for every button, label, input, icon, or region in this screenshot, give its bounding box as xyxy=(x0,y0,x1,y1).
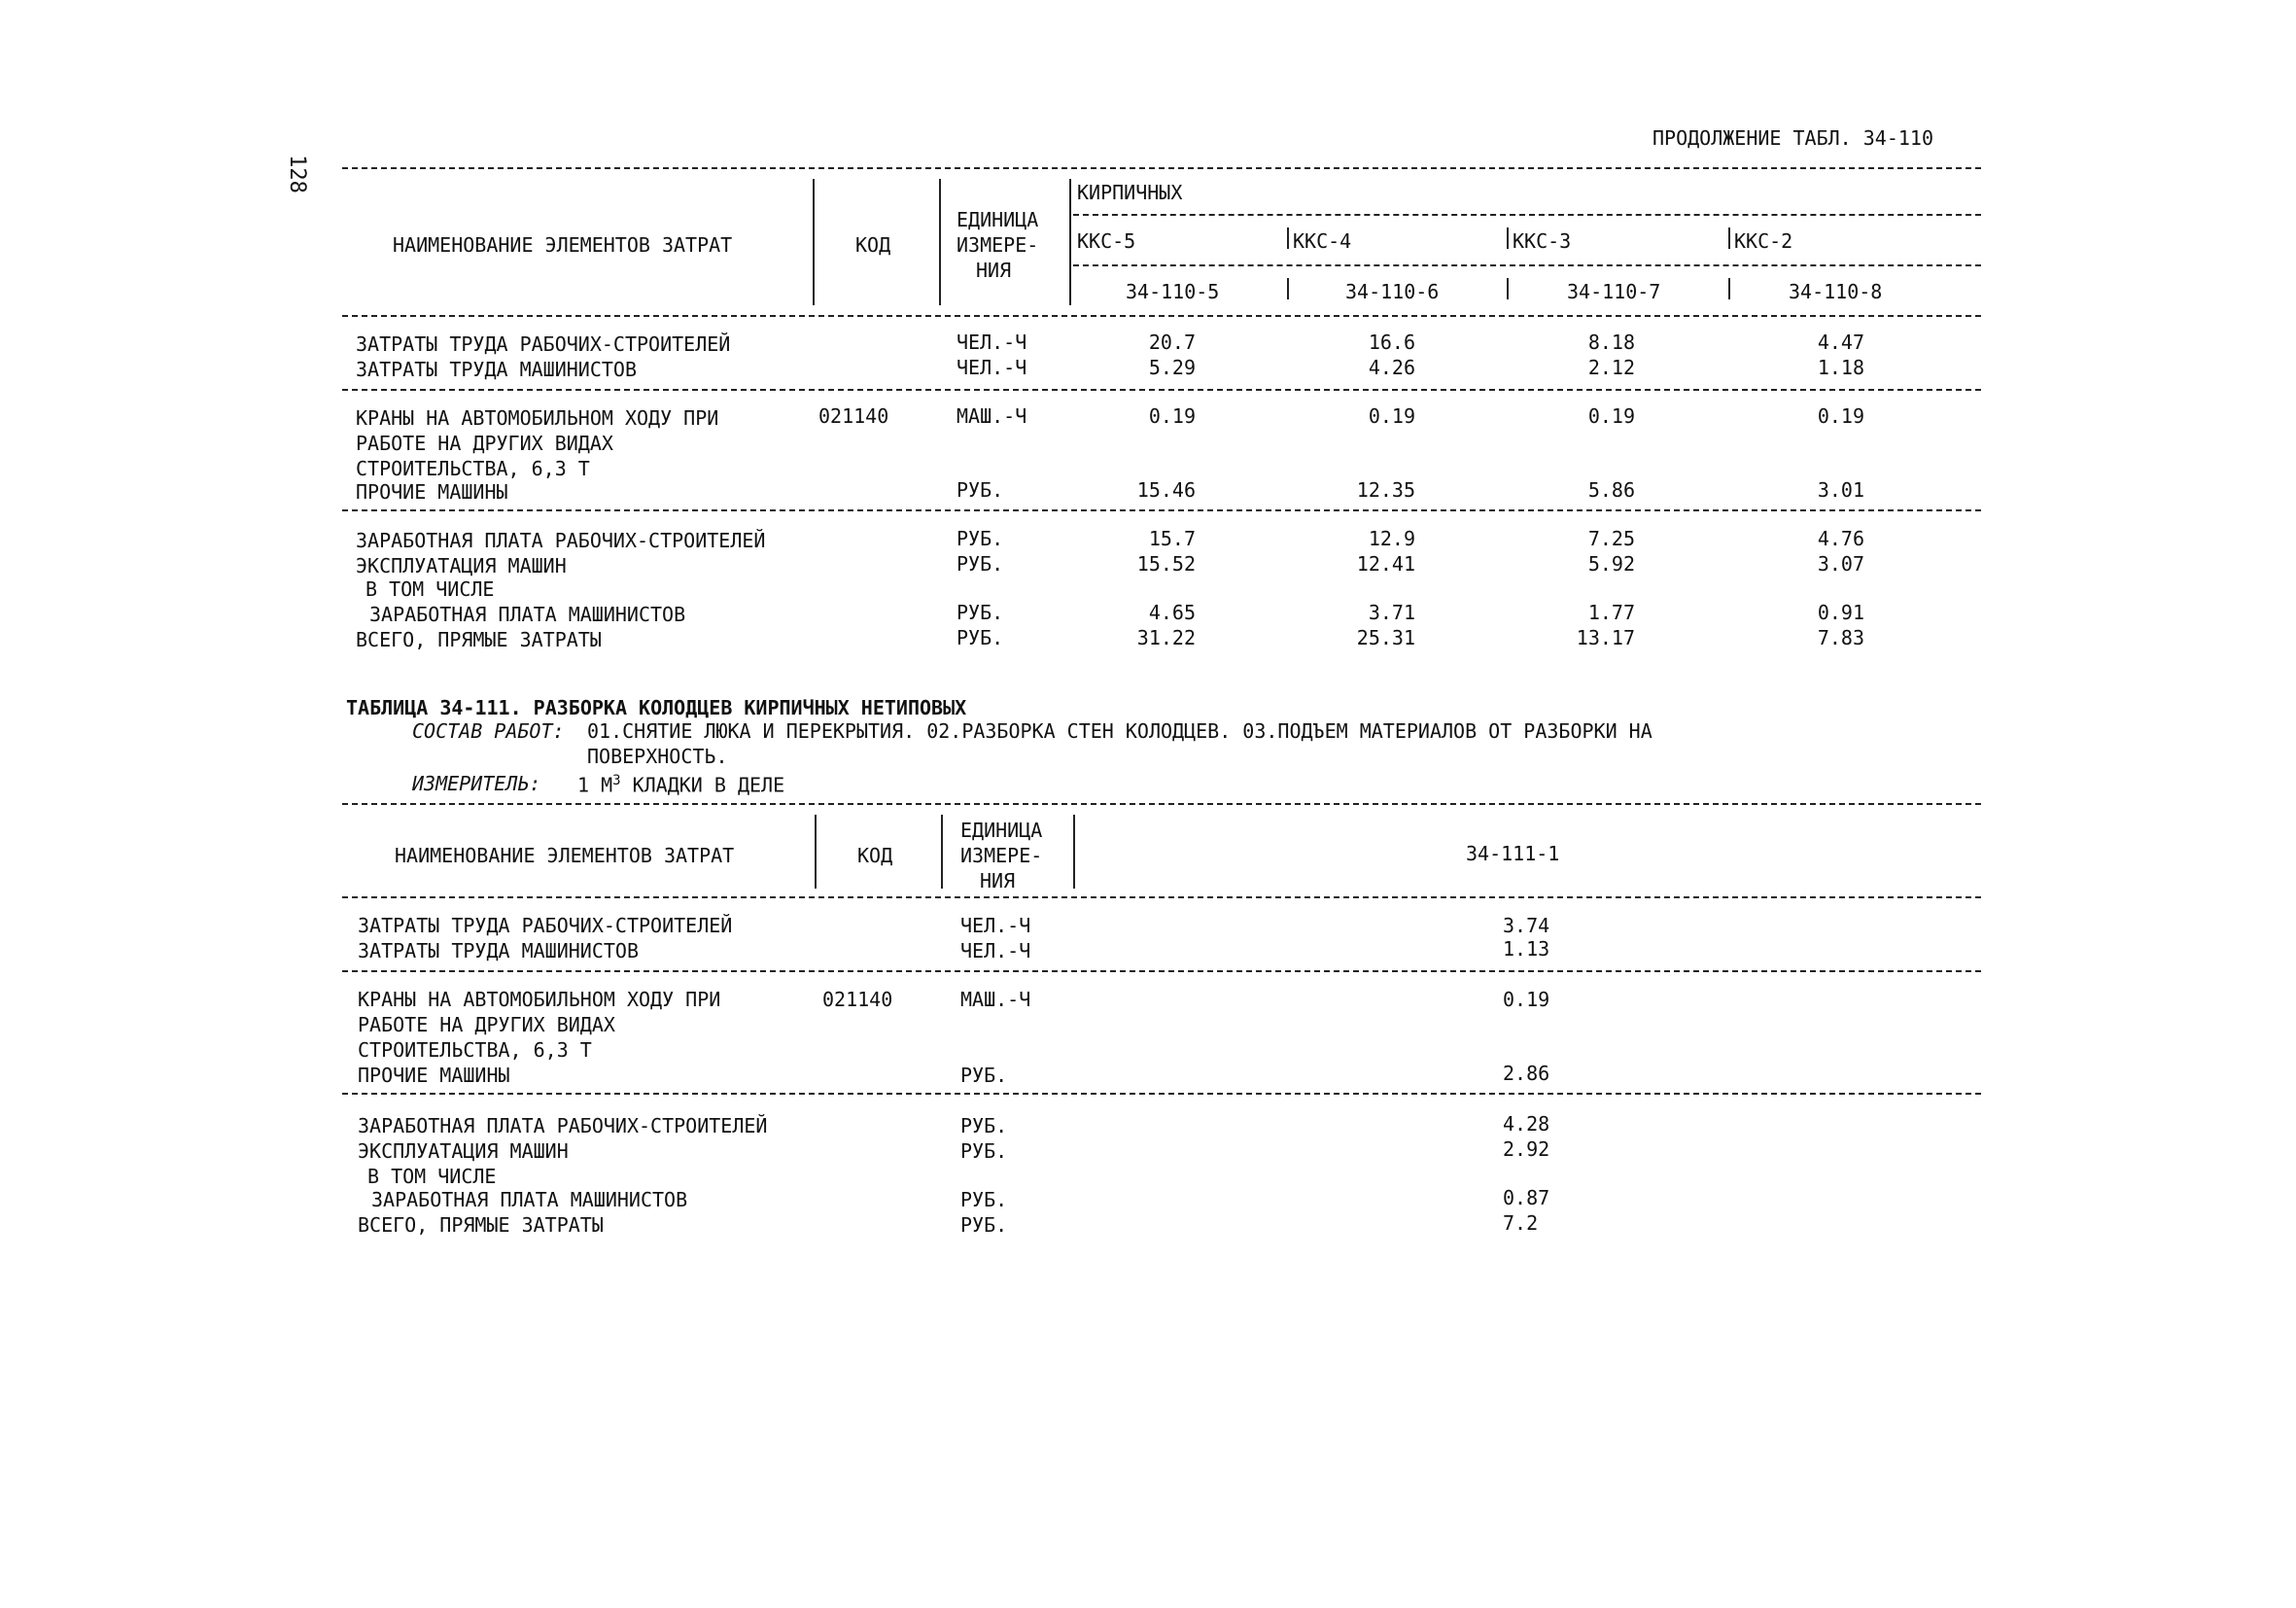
table2-row-name: КРАНЫ НА АВТОМОБИЛЬНОМ ХОДУ ПРИ xyxy=(358,988,721,1011)
table2-meter-value-pre: 1 М xyxy=(577,773,613,797)
table1-col-kks3: ККС-3 xyxy=(1513,229,1572,253)
table2-header-col: 34-111-1 xyxy=(1466,842,1560,865)
table1-cell: 2.12 xyxy=(1587,356,1635,379)
table2-meter-value xyxy=(577,774,784,795)
table1-header-unit-3: НИЯ xyxy=(976,259,1012,282)
table1-col-separator xyxy=(1507,278,1509,299)
table1-cell: 15.46 xyxy=(1136,478,1196,502)
table1-row-name: ВСЕГО, ПРЯМЫЕ ЗАТРАТЫ xyxy=(356,628,602,651)
table1-code-6: 34-110-6 xyxy=(1345,280,1440,303)
table1-row-unit: ЧЕЛ.-Ч xyxy=(957,356,1027,379)
table1-cell: 20.7 xyxy=(1148,331,1196,354)
table2-cell: 3.74 xyxy=(1503,914,1550,937)
table1-cell: 16.6 xyxy=(1368,331,1415,354)
table1-codes-rule xyxy=(1073,264,1981,266)
table1-cell: 1.77 xyxy=(1587,601,1635,624)
table1-header-group: КИРПИЧНЫХ xyxy=(1077,181,1183,204)
table1-row-code: 021140 xyxy=(818,404,889,428)
table1-cell: 4.26 xyxy=(1368,356,1415,379)
table2-row-unit: ЧЕЛ.-Ч xyxy=(960,939,1031,962)
table1-header-separator xyxy=(1069,179,1071,305)
table2-row-name: ЗАРАБОТНАЯ ПЛАТА РАБОЧИХ-СТРОИТЕЛЕЙ xyxy=(358,1114,768,1137)
table2-top-rule xyxy=(342,803,1981,805)
table1-cell: 0.19 xyxy=(1148,404,1196,428)
table1-header-bottom-rule xyxy=(342,315,1981,317)
table2-header-separator xyxy=(815,815,817,889)
table1-header-separator xyxy=(813,179,815,305)
table1-cell: 5.92 xyxy=(1587,552,1635,576)
table2-header-bottom-rule xyxy=(342,896,1981,898)
table1-col-separator xyxy=(1728,227,1730,249)
table1-cell: 1.18 xyxy=(1817,356,1864,379)
table1-row-unit: ЧЕЛ.-Ч xyxy=(957,331,1027,354)
table1-cell: 3.71 xyxy=(1368,601,1415,624)
table2-row-name: ПРОЧИЕ МАШИНЫ xyxy=(358,1064,510,1087)
table1-header-unit-2: ИЗМЕРЕ- xyxy=(957,233,1039,257)
table2-row-name: РАБОТЕ НА ДРУГИХ ВИДАХ xyxy=(358,1013,615,1036)
table1-cell: 4.65 xyxy=(1148,601,1196,624)
table1-header-code: КОД xyxy=(855,233,891,257)
table1-cell: 0.91 xyxy=(1817,601,1864,624)
table1-cell: 4.76 xyxy=(1817,527,1864,550)
table1-code-8: 34-110-8 xyxy=(1789,280,1883,303)
table1-section-rule xyxy=(342,389,1981,391)
table1-cell: 5.29 xyxy=(1148,356,1196,379)
table2-cell: 7.2 xyxy=(1503,1211,1539,1235)
table2-header-unit-2: ИЗМЕРЕ- xyxy=(960,844,1043,867)
table1-cell: 7.83 xyxy=(1817,626,1864,649)
table2-section-rule xyxy=(342,1093,1981,1095)
table2-row-name: ЗАТРАТЫ ТРУДА РАБОЧИХ-СТРОИТЕЛЕЙ xyxy=(358,914,733,937)
table1-row-unit: МАШ.-Ч xyxy=(957,404,1027,428)
table1-row-unit: РУБ. xyxy=(957,552,1004,576)
table2-scope-text-1: 01.СНЯТИЕ ЛЮКА И ПЕРЕКРЫТИЯ. 02.РАЗБОРКА СТЕН КОЛОДЦЕВ. 03.ПОДЪЕМ МАТЕРИАЛОВ ОТ РАЗБОРКИ НА xyxy=(587,719,1652,743)
table1-cell: 12.9 xyxy=(1368,527,1415,550)
table1-code-5: 34-110-5 xyxy=(1126,280,1220,303)
table1-col-separator xyxy=(1287,227,1289,249)
table1-header-name: НАИМЕНОВАНИЕ ЭЛЕМЕНТОВ ЗАТРАТ xyxy=(393,233,733,257)
table1-col-kks4: ККС-4 xyxy=(1293,229,1352,253)
table2-row-unit: РУБ. xyxy=(960,1064,1008,1087)
table2-row-unit: РУБ. xyxy=(960,1213,1008,1237)
table1-col-kks5: ККС-5 xyxy=(1077,229,1136,253)
table2-row-unit: РУБ. xyxy=(960,1139,1008,1163)
table1-cell: 13.17 xyxy=(1576,626,1635,649)
table1-cell: 12.41 xyxy=(1356,552,1415,576)
table1-row-unit: РУБ. xyxy=(957,478,1004,502)
table1-header-separator xyxy=(939,179,941,305)
table2-section-rule xyxy=(342,970,1981,972)
table1-cell: 7.25 xyxy=(1587,527,1635,550)
table2-meter-value-post: КЛАДКИ В ДЕЛЕ xyxy=(620,773,785,797)
table2-cell: 4.28 xyxy=(1503,1112,1550,1136)
table1-col-separator xyxy=(1287,278,1289,299)
table2-row-unit: РУБ. xyxy=(960,1188,1008,1211)
table1-col-separator xyxy=(1728,278,1730,299)
table2-cell: 1.13 xyxy=(1503,937,1550,961)
table2-scope-text-2: ПОВЕРХНОСТЬ. xyxy=(587,745,728,768)
table2-row-name: ВСЕГО, ПРЯМЫЕ ЗАТРАТЫ xyxy=(358,1213,604,1237)
table2-scope-label: СОСТАВ РАБОТ: xyxy=(412,719,565,743)
table1-code-7: 34-110-7 xyxy=(1567,280,1661,303)
table1-top-rule xyxy=(342,167,1981,169)
table1-cell: 25.31 xyxy=(1356,626,1415,649)
table1-cell: 15.7 xyxy=(1148,527,1196,550)
table1-cell: 0.19 xyxy=(1587,404,1635,428)
table2-row-name: ЗАТРАТЫ ТРУДА МАШИНИСТОВ xyxy=(358,939,639,962)
table1-cell: 15.52 xyxy=(1136,552,1196,576)
table1-cell: 0.19 xyxy=(1368,404,1415,428)
table2-row-name: ЭКСПЛУАТАЦИЯ МАШИН xyxy=(358,1139,569,1163)
continuation-header: ПРОДОЛЖЕНИЕ ТАБЛ. 34-110 xyxy=(1652,126,1933,150)
table1-row-name: КРАНЫ НА АВТОМОБИЛЬНОМ ХОДУ ПРИ xyxy=(356,406,719,430)
table2-cell: 2.92 xyxy=(1503,1137,1550,1161)
table2-header-separator xyxy=(941,815,943,889)
table1-row-name: ЗАРАБОТНАЯ ПЛАТА МАШИНИСТОВ xyxy=(369,603,686,626)
table1-col-kks2: ККС-2 xyxy=(1734,229,1793,253)
table1-group-rule xyxy=(1073,214,1981,216)
table1-row-unit: РУБ. xyxy=(957,601,1004,624)
table2-row-name: ЗАРАБОТНАЯ ПЛАТА МАШИНИСТОВ xyxy=(371,1188,688,1211)
table1-row-name: ЗАТРАТЫ ТРУДА РАБОЧИХ-СТРОИТЕЛЕЙ xyxy=(356,332,731,356)
table2-cell: 0.87 xyxy=(1503,1186,1550,1209)
table1-row-name: В ТОМ ЧИСЛЕ xyxy=(365,577,495,601)
table2-row-unit: ЧЕЛ.-Ч xyxy=(960,914,1031,937)
table1-cell: 3.07 xyxy=(1817,552,1864,576)
table1-section-rule xyxy=(342,509,1981,511)
table2-row-unit: МАШ.-Ч xyxy=(960,988,1031,1011)
table2-meter-value-sup: 3 xyxy=(612,773,621,788)
table1-row-name: СТРОИТЕЛЬСТВА, 6,3 Т xyxy=(356,457,590,480)
table1-row-unit: РУБ. xyxy=(957,626,1004,649)
table1-col-separator xyxy=(1507,227,1509,249)
table2-header-unit-1: ЕДИНИЦА xyxy=(960,819,1043,842)
table2-row-unit: РУБ. xyxy=(960,1114,1008,1137)
table1-cell: 5.86 xyxy=(1587,478,1635,502)
table2-cell: 0.19 xyxy=(1503,988,1550,1011)
table1-cell: 8.18 xyxy=(1587,331,1635,354)
table2-header-unit-3: НИЯ xyxy=(980,869,1016,892)
table1-cell: 31.22 xyxy=(1136,626,1196,649)
table2-row-code: 021140 xyxy=(822,988,893,1011)
table1-cell: 3.01 xyxy=(1817,478,1864,502)
table1-row-name: ЗАРАБОТНАЯ ПЛАТА РАБОЧИХ-СТРОИТЕЛЕЙ xyxy=(356,529,766,552)
table2-row-name: СТРОИТЕЛЬСТВА, 6,3 Т xyxy=(358,1038,592,1062)
table1-header-unit-1: ЕДИНИЦА xyxy=(957,208,1039,231)
table1-row-name: РАБОТЕ НА ДРУГИХ ВИДАХ xyxy=(356,432,613,455)
table1-row-name: ЗАТРАТЫ ТРУДА МАШИНИСТОВ xyxy=(356,358,637,381)
table2-header-code: КОД xyxy=(857,844,893,867)
table2-header-separator xyxy=(1073,815,1075,889)
table1-row-name: ЭКСПЛУАТАЦИЯ МАШИН xyxy=(356,554,567,577)
table2-header-name: НАИМЕНОВАНИЕ ЭЛЕМЕНТОВ ЗАТРАТ xyxy=(395,844,735,867)
table1-row-unit: РУБ. xyxy=(957,527,1004,550)
table1-cell: 12.35 xyxy=(1356,478,1415,502)
table2-title: ТАБЛИЦА 34-111. РАЗБОРКА КОЛОДЦЕВ КИРПИЧНЫХ НЕТИПОВЫХ xyxy=(346,696,967,719)
table2-row-name: В ТОМ ЧИСЛЕ xyxy=(367,1165,497,1188)
table2-cell: 2.86 xyxy=(1503,1062,1550,1085)
table1-cell: 4.47 xyxy=(1817,331,1864,354)
table1-row-name: ПРОЧИЕ МАШИНЫ xyxy=(356,480,508,504)
page-number: 128 xyxy=(285,155,309,193)
table1-cell: 0.19 xyxy=(1817,404,1864,428)
table2-meter-label: ИЗМЕРИТЕЛЬ: xyxy=(412,772,541,795)
